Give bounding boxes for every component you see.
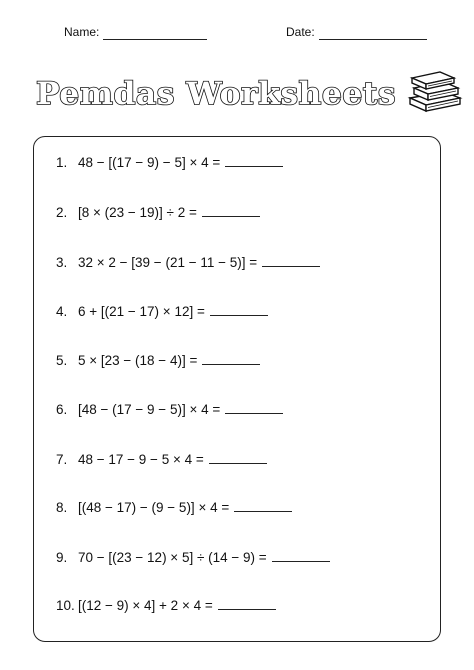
answer-blank[interactable] (262, 254, 320, 267)
problem-4 (56, 303, 268, 321)
books-icon (404, 68, 464, 114)
problem-expression: 5 × [23 − (18 − 4)] = (78, 353, 198, 368)
date-blank-line[interactable] (319, 26, 427, 40)
problem-expression: 32 × 2 − [39 − (21 − 11 − 5)] = (78, 255, 258, 270)
problem-1 (56, 154, 283, 172)
answer-blank[interactable] (218, 597, 276, 610)
title-banner (32, 68, 442, 114)
problem-5 (56, 352, 260, 370)
header-row (0, 24, 474, 44)
answer-blank[interactable] (202, 204, 260, 217)
problem-expression: 70 − [(23 − 12) × 5] ÷ (14 − 9) = (78, 550, 267, 565)
page-title-text: Pemdas Worksheets (36, 76, 396, 112)
problem-8 (56, 499, 292, 517)
problem-expression: [8 × (23 − 19)] ÷ 2 = (78, 205, 197, 220)
problem-number: 8. (56, 500, 68, 515)
problem-expression: 48 − [(17 − 9) − 5] × 4 = (78, 155, 221, 170)
problem-expression: [(48 − 17) − (9 − 5)] × 4 = (78, 500, 230, 515)
answer-blank[interactable] (272, 549, 330, 562)
date-label: Date: (286, 25, 315, 39)
problem-expression: 6 + [(21 − 17) × 12] = (78, 304, 205, 319)
problem-7 (56, 451, 267, 469)
problem-3 (56, 254, 320, 272)
problem-number: 3. (56, 255, 68, 270)
problem-number: 4. (56, 304, 68, 319)
problem-number: 7. (56, 452, 68, 467)
name-field[interactable] (64, 24, 207, 40)
problem-number: 5. (56, 353, 68, 368)
problem-6 (56, 401, 283, 419)
problem-9 (56, 549, 330, 567)
problem-number: 6. (56, 402, 68, 417)
problem-2 (56, 204, 260, 222)
date-field[interactable] (286, 24, 427, 40)
problem-expression: [48 − (17 − 9 − 5)] × 4 = (78, 402, 221, 417)
problem-expression: 48 − 17 − 9 − 5 × 4 = (78, 452, 204, 467)
answer-blank[interactable] (225, 401, 283, 414)
answer-blank[interactable] (234, 499, 292, 512)
answer-blank[interactable] (209, 451, 267, 464)
problem-expression: [(12 − 9) × 4] + 2 × 4 = (78, 598, 213, 613)
name-blank-line[interactable] (103, 26, 207, 40)
problem-10 (56, 597, 276, 615)
problem-number: 10. (56, 598, 75, 613)
answer-blank[interactable] (210, 303, 268, 316)
problem-number: 1. (56, 155, 68, 170)
page-title (32, 68, 404, 114)
name-label: Name: (64, 25, 100, 39)
problem-number: 2. (56, 205, 68, 220)
answer-blank[interactable] (202, 352, 260, 365)
answer-blank[interactable] (225, 154, 283, 167)
problem-number: 9. (56, 550, 68, 565)
